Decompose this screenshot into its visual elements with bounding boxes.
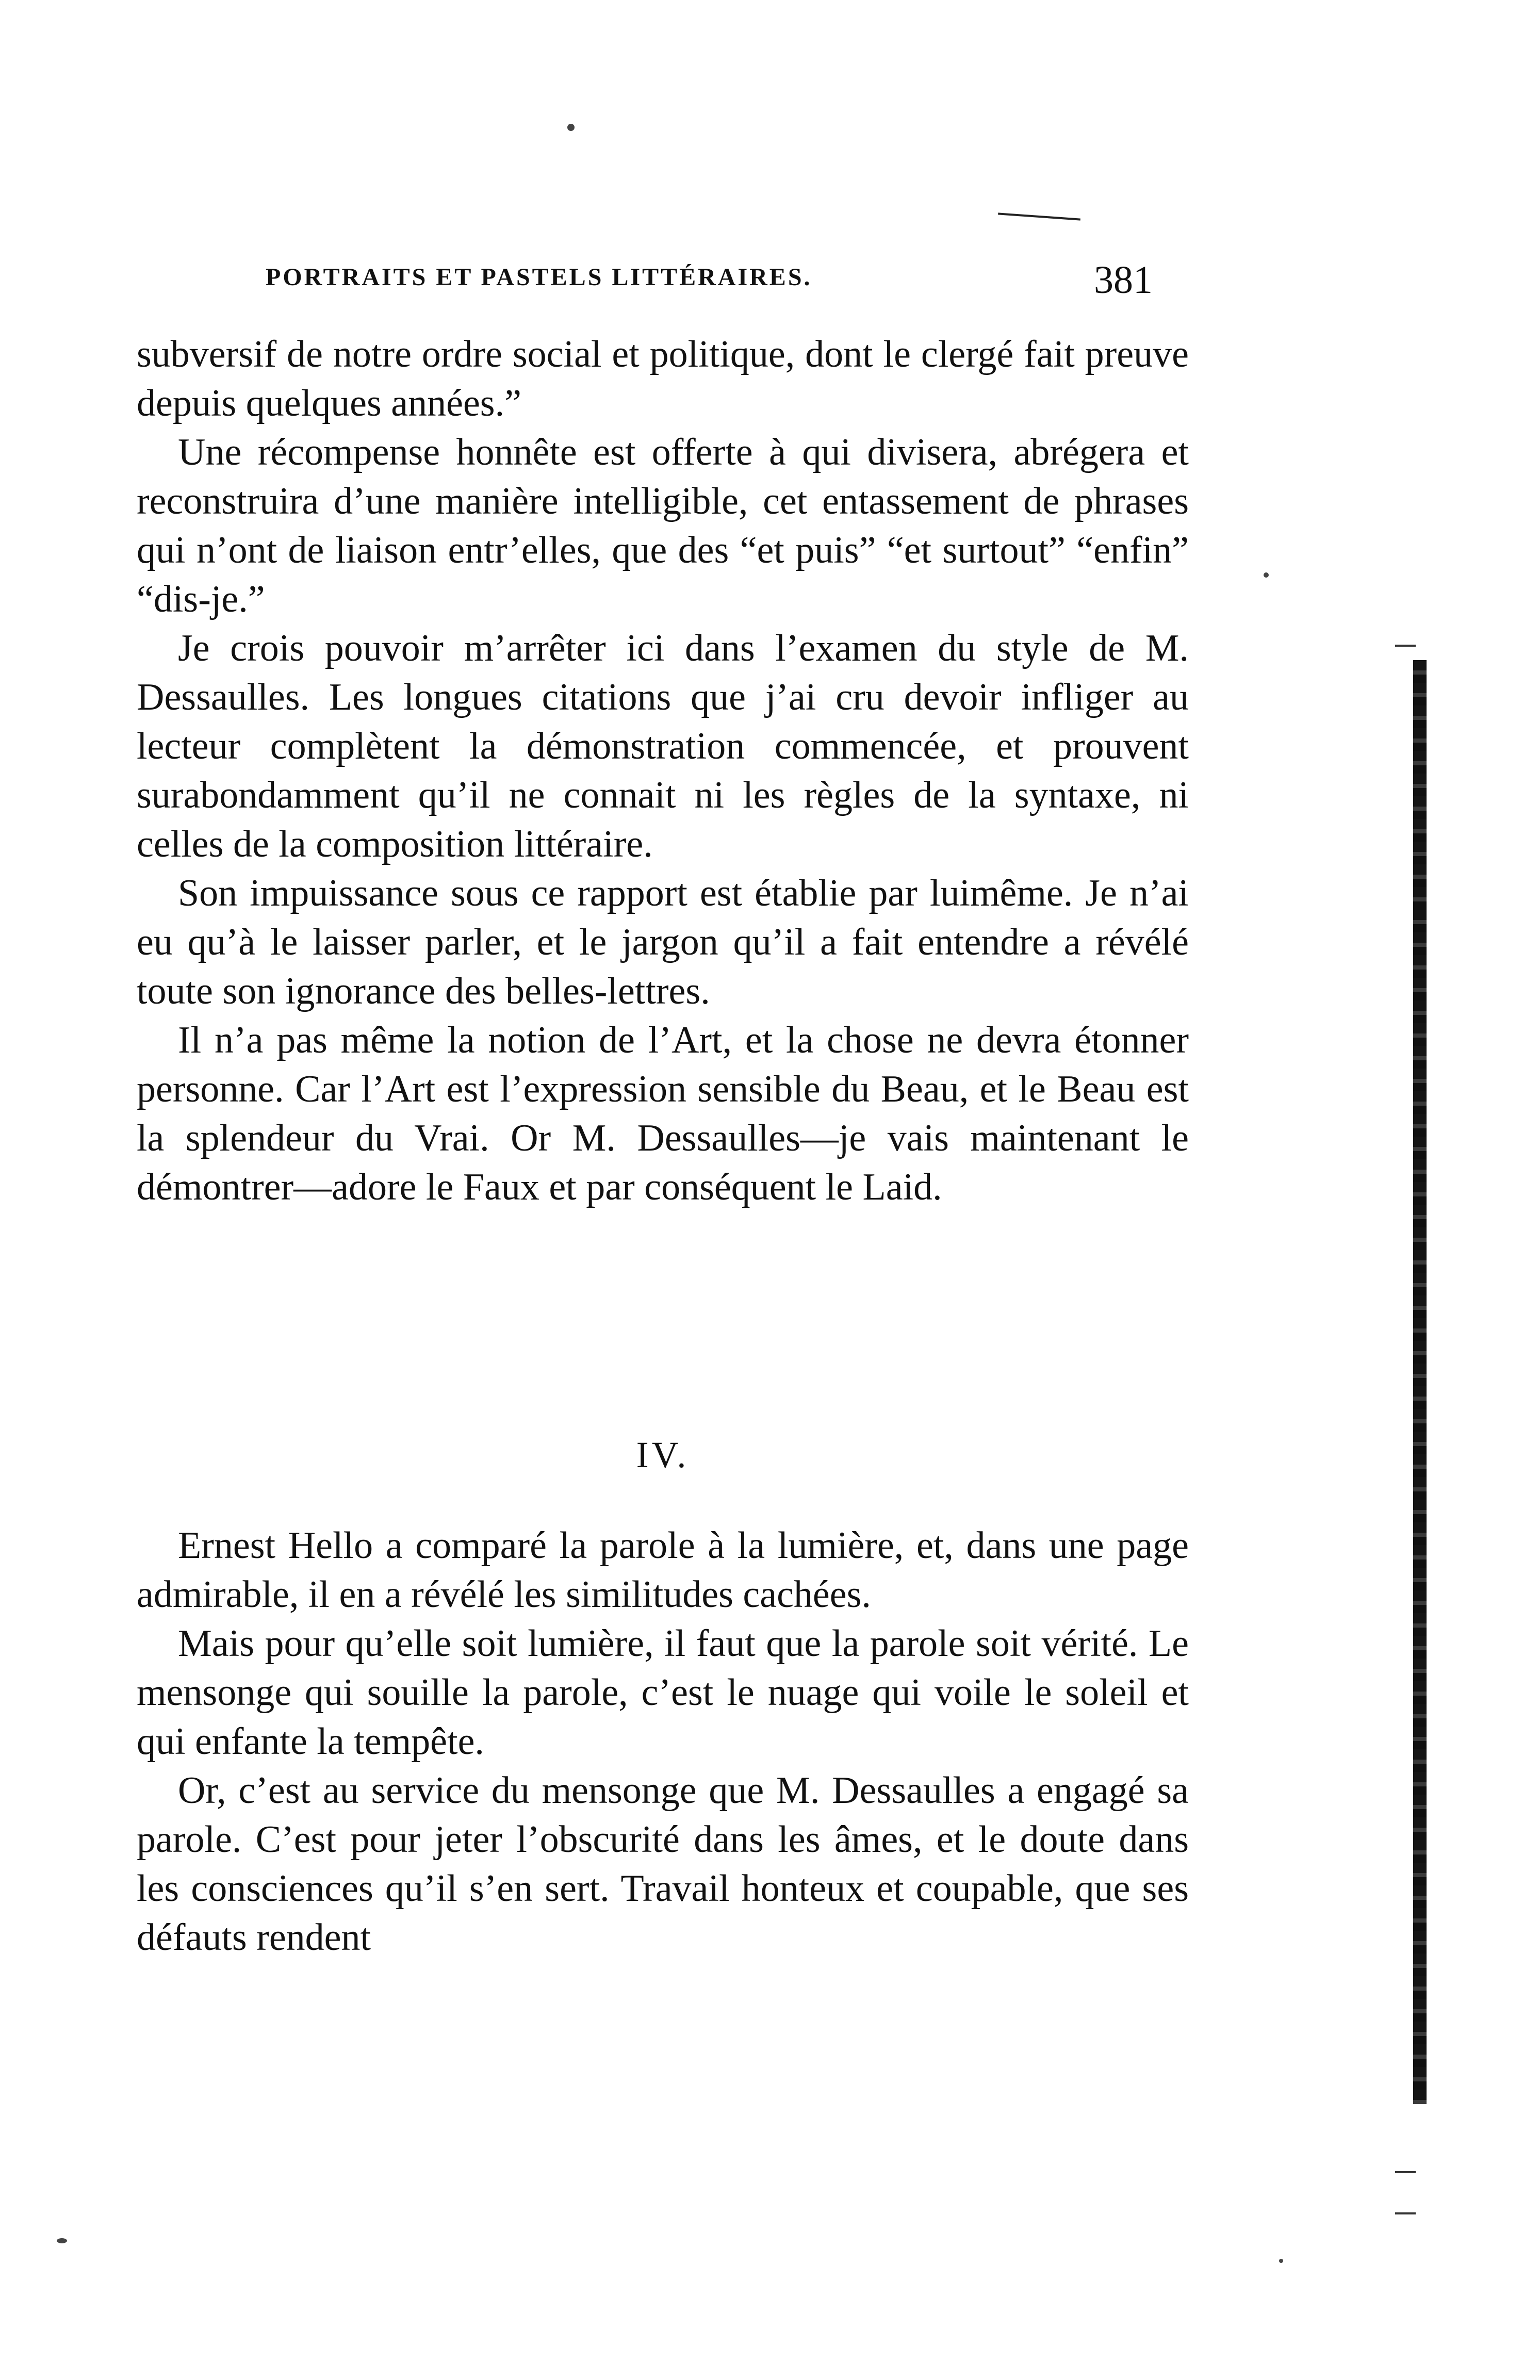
scan-speck	[567, 124, 575, 131]
paragraph: Il n’a pas même la notion de l’Art, et la chose ne devra étonner personne. Car l’Art est l’expression sensible du Beau, et le Beau est la splendeur du Vrai. Or M. Dessaulles—je vais maintenant le démontrer—adore le Faux et par conséquent le Laid.	[137, 1019, 1189, 1208]
paragraph: Je crois pouvoir m’arrêter ici dans l’examen du style de M. Dessaulles. Les longues citations que j’ai cru devoir infliger au lecteur complètent la démonstration commencée, et prouvent surabondamment qu’il ne connait ni les règles de la syntaxe, ni celles de la composition littéraire.	[137, 627, 1189, 865]
body-text-section-end	[137, 330, 1189, 1212]
body-text-section-iv	[137, 1521, 1189, 1962]
edge-mark	[1395, 2171, 1416, 2173]
edge-mark	[1395, 645, 1416, 647]
scan-speck	[1279, 2259, 1283, 2263]
paragraph: Mais pour qu’elle soit lumière, il faut que la parole soit vérité. Le mensonge qui souille la parole, c’est le nuage qui voile le soleil et qui enfante la tempête.	[137, 1622, 1189, 1763]
paragraph: Son impuissance sous ce rapport est établie par luimême. Je n’ai eu qu’à le laisser parler, et le jargon qu’il a fait entendre a révélé toute son ignorance des belles-lettres.	[137, 872, 1189, 1012]
page-number: 381	[1094, 258, 1153, 302]
header-rule	[998, 212, 1080, 220]
running-header	[266, 258, 1153, 304]
running-title: PORTRAITS ET PASTELS LITTÉRAIRES.	[266, 264, 812, 291]
paragraph: Une récompense honnête est offerte à qui divisera, abrégera et reconstruira d’une manière intelligible, cet entassement de phrases qui n’ont de liaison entr’elles, que des “et puis” “et surtout” “enfin” “dis-je.”	[137, 431, 1189, 620]
scan-speck	[1264, 572, 1269, 578]
edge-mark	[1395, 2212, 1416, 2214]
paragraph: subversif de notre ordre social et politique, dont le clergé fait preuve depuis quelques années.”	[137, 333, 1189, 424]
section-heading: IV.	[636, 1434, 690, 1475]
paragraph: Ernest Hello a comparé la parole à la lumière, et, dans une page admirable, il en a révélé les similitudes cachées.	[137, 1524, 1189, 1616]
scan-speck	[57, 2238, 67, 2243]
paragraph: Or, c’est au service du mensonge que M. Dessaulles a engagé sa parole. C’est pour jeter l’obscurité dans les âmes, et le doute dans les consciences qu’il s’en sert. Travail honteux et coupable, que ses défauts rendent	[137, 1769, 1189, 1959]
scanned-page-edge	[1413, 660, 1427, 2104]
